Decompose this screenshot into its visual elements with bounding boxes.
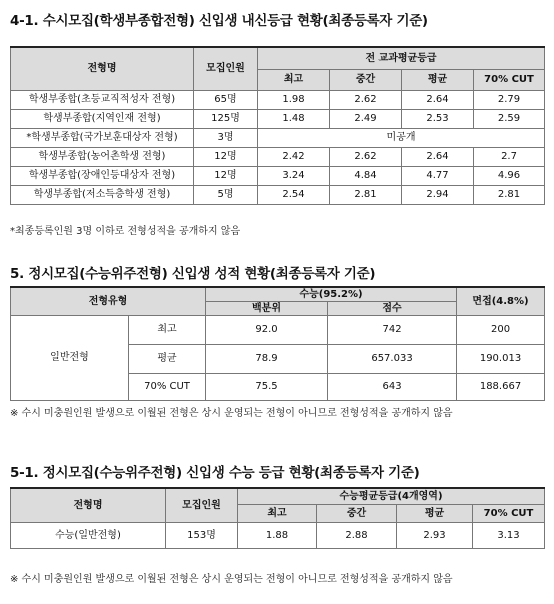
row-recruit: 65명 <box>194 90 258 109</box>
row-name: 학생부종합(장애인등대상자 전형) <box>11 166 194 185</box>
header-recruit: 모집인원 <box>194 47 258 90</box>
row-mid: 2.81 <box>330 185 402 204</box>
header-mid: 중간 <box>317 504 397 522</box>
row-label: 최고 <box>129 315 206 344</box>
table-row <box>11 90 545 109</box>
section-1-title: 4-1. 수시모집(학생부종합전형) 신입생 내신등급 현황(최종등록자 기준) <box>10 13 428 29</box>
row-interview: 190.013 <box>457 344 545 373</box>
row-score: 742 <box>328 315 457 344</box>
row-score: 657.033 <box>328 344 457 373</box>
row-mid: 4.84 <box>330 166 402 185</box>
table-row <box>11 109 545 128</box>
row-mid: 2.62 <box>330 147 402 166</box>
row-mid: 2.49 <box>330 109 402 128</box>
table-row <box>11 128 545 147</box>
header-mid: 중간 <box>330 69 402 90</box>
header-percentile: 백분위 <box>206 301 328 315</box>
row-cut: 2.79 <box>474 90 545 109</box>
row-name: 학생부종합(저소득층학생 전형) <box>11 185 194 204</box>
row-name: 학생부종합(지역인재 전형) <box>11 109 194 128</box>
row-label: 70% CUT <box>129 373 206 400</box>
row-undisclosed: 미공개 <box>258 128 545 147</box>
row-interview: 200 <box>457 315 545 344</box>
row-name: 학생부종합(농어촌학생 전형) <box>11 147 194 166</box>
row-best: 2.54 <box>258 185 330 204</box>
header-csat: 수능(95.2%) <box>206 287 457 301</box>
header-interview: 면접(4.8%) <box>457 287 545 315</box>
row-avg: 4.77 <box>402 166 474 185</box>
row-best: 1.98 <box>258 90 330 109</box>
table-row <box>11 315 545 344</box>
row-best: 3.24 <box>258 166 330 185</box>
header-score: 점수 <box>328 301 457 315</box>
header-cut: 70% CUT <box>474 69 545 90</box>
row-mid: 2.88 <box>317 522 397 548</box>
row-best: 2.42 <box>258 147 330 166</box>
row-percentile: 78.9 <box>206 344 328 373</box>
jeongsi-grade-table <box>10 487 545 549</box>
header-best: 최고 <box>258 69 330 90</box>
row-recruit: 5명 <box>194 185 258 204</box>
row-cut: 2.7 <box>474 147 545 166</box>
row-best: 1.48 <box>258 109 330 128</box>
header-type: 전형명 <box>11 47 194 90</box>
header-best: 최고 <box>238 504 317 522</box>
row-best: 1.88 <box>238 522 317 548</box>
row-cut: 4.96 <box>474 166 545 185</box>
row-percentile: 92.0 <box>206 315 328 344</box>
table-row <box>11 147 545 166</box>
header-avg: 평균 <box>402 69 474 90</box>
row-cut: 2.81 <box>474 185 545 204</box>
susi-grade-table <box>10 46 545 205</box>
row-cut: 3.13 <box>473 522 545 548</box>
table-row <box>11 166 545 185</box>
type-name: 일반전형 <box>11 315 129 400</box>
header-type: 전형명 <box>11 488 166 522</box>
row-mid: 2.62 <box>330 90 402 109</box>
row-recruit: 125명 <box>194 109 258 128</box>
section-2-note: ※ 수시 미충원인원 발생으로 이월된 전형은 상시 운영되는 전형이 아니므로 전형성적을 공개하지 않음 <box>10 408 453 419</box>
header-avg: 평균 <box>397 504 473 522</box>
table-row <box>11 522 545 548</box>
row-avg: 2.64 <box>402 147 474 166</box>
section-2-title: 5. 정시모집(수능위주전형) 신입생 성적 현황(최종등록자 기준) <box>10 266 376 282</box>
header-cut: 70% CUT <box>473 504 545 522</box>
header-grade-group: 전 교과평균등급 <box>258 47 545 69</box>
row-name: 학생부종합(초등교직적성자 전형) <box>11 90 194 109</box>
row-recruit: 12명 <box>194 166 258 185</box>
row-recruit: 12명 <box>194 147 258 166</box>
row-name: *학생부종합(국가보훈대상자 전형) <box>11 128 194 147</box>
header-type: 전형유형 <box>11 287 206 315</box>
row-label: 평균 <box>129 344 206 373</box>
section-1-note: *최종등록인원 3명 이하로 전형성적을 공개하지 않음 <box>10 226 241 237</box>
row-cut: 2.59 <box>474 109 545 128</box>
row-avg: 2.64 <box>402 90 474 109</box>
section-3-title: 5-1. 정시모집(수능위주전형) 신입생 수능 등급 현황(최종등록자 기준) <box>10 465 420 481</box>
jeongsi-score-table <box>10 286 545 401</box>
section-3-note: ※ 수시 미충원인원 발생으로 이월된 전형은 상시 운영되는 전형이 아니므로 전형성적을 공개하지 않음 <box>10 574 453 585</box>
row-avg: 2.53 <box>402 109 474 128</box>
header-recruit: 모집인원 <box>166 488 238 522</box>
row-recruit: 153명 <box>166 522 238 548</box>
row-avg: 2.94 <box>402 185 474 204</box>
header-grade-group: 수능평균등급(4개영역) <box>238 488 545 504</box>
row-score: 643 <box>328 373 457 400</box>
row-percentile: 75.5 <box>206 373 328 400</box>
table-row <box>11 185 545 204</box>
row-recruit: 3명 <box>194 128 258 147</box>
row-avg: 2.93 <box>397 522 473 548</box>
row-interview: 188.667 <box>457 373 545 400</box>
row-name: 수능(일반전형) <box>11 522 166 548</box>
